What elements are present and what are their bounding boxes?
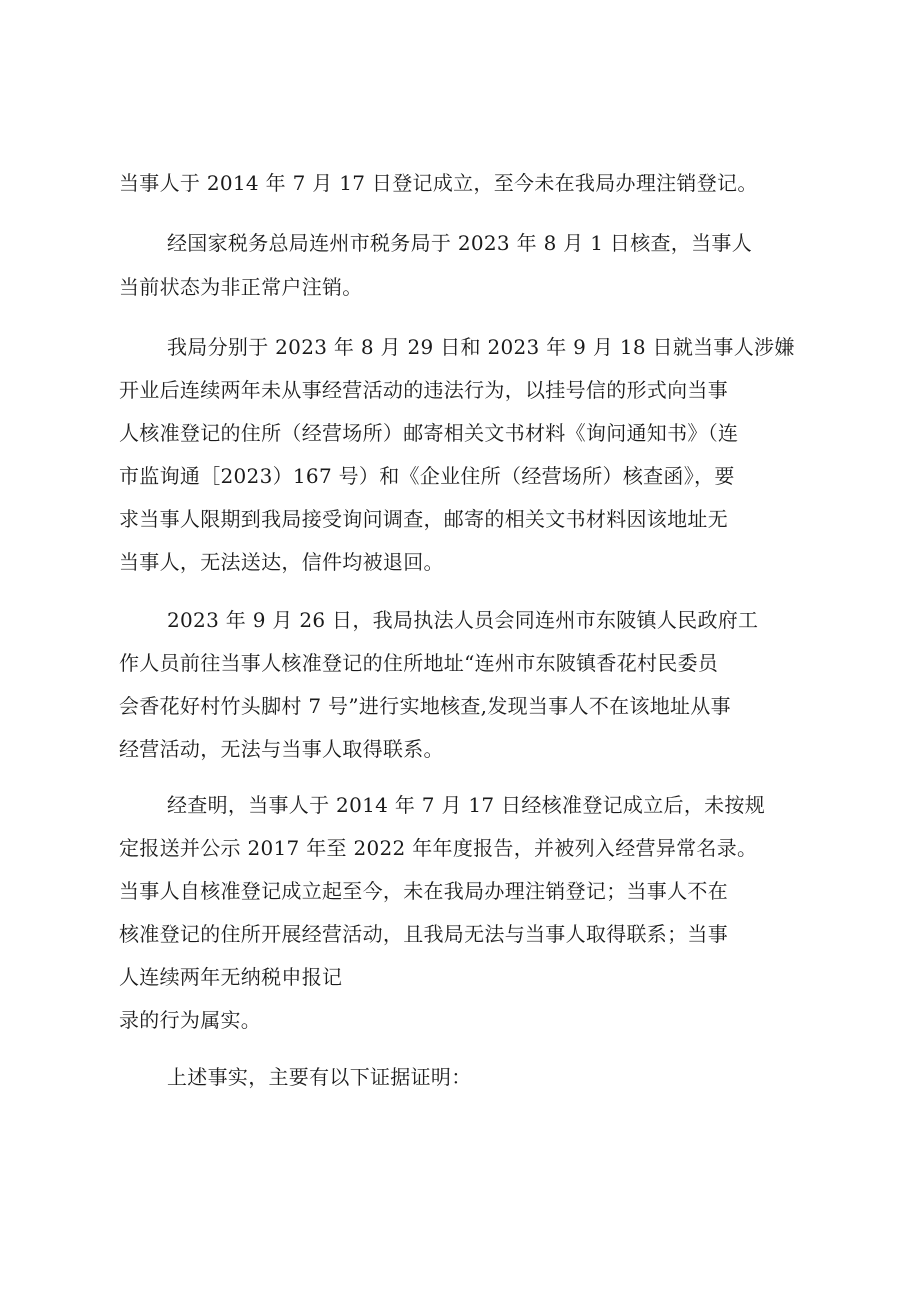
paragraph-3-line-4: 市监询通［2023）167 号）和《企业住所（经营场所）核查函》，要 <box>119 464 735 488</box>
paragraph-5-line-5: 人连续两年无纳税申报记 <box>119 965 343 989</box>
paragraph-6-line-1: 上述事实，主要有以下证据证明： <box>167 1065 472 1089</box>
paragraph-5-line-1: 经查明，当事人于 2014 年 7 月 17 日经核准登记成立后，未按规 <box>167 793 766 817</box>
paragraph-3-line-2: 开业后连续两年未从事经营活动的违法行为，以挂号信的形式向当事 <box>119 378 728 402</box>
paragraph-5-line-2: 定报送并公示 2017 年至 2022 年年度报告，并被列入经营异常名录。 <box>119 836 758 860</box>
paragraph-3-line-3: 人核准登记的住所（经营场所）邮寄相关文书材料《询问通知书》（连 <box>119 421 739 445</box>
paragraph-2-line-1: 经国家税务总局连州市税务局于 2023 年 8 月 1 日核查，当事人 <box>167 231 752 255</box>
paragraph-4-line-4: 经营活动，无法与当事人取得联系。 <box>119 737 444 761</box>
paragraph-3-line-6: 当事人，无法送达，信件均被退回。 <box>119 550 444 574</box>
paragraph-4-line-1: 2023 年 9 月 26 日，我局执法人员会同连州市东陂镇人民政府工 <box>167 608 759 632</box>
paragraph-3-line-5: 求当事人限期到我局接受询问调查，邮寄的相关文书材料因该地址无 <box>119 507 728 531</box>
paragraph-3-line-1: 我局分别于 2023 年 8 月 29 日和 2023 年 9 月 18 日就当事人涉嫌 <box>167 335 795 359</box>
paragraph-4-line-2: 作人员前往当事人核准登记的住所地址“连州市东陂镇香花村民委员 <box>119 651 719 675</box>
paragraph-5-line-6: 录的行为属实。 <box>119 1008 262 1032</box>
paragraph-2-line-2: 当前状态为非正常户注销。 <box>119 275 363 299</box>
paragraph-5-line-3: 当事人自核准登记成立起至今，未在我局办理注销登记；当事人不在 <box>119 879 728 903</box>
paragraph-5-line-4: 核准登记的住所开展经营活动，且我局无法与当事人取得联系；当事 <box>119 922 728 946</box>
paragraph-1-line-1: 当事人于 2014 年 7 月 17 日登记成立，至今未在我局办理注销登记。 <box>119 171 758 195</box>
paragraph-4-line-3: 会香花好村竹头脚村 7 号”进行实地核查,发现当事人不在该地址从事 <box>119 694 731 718</box>
